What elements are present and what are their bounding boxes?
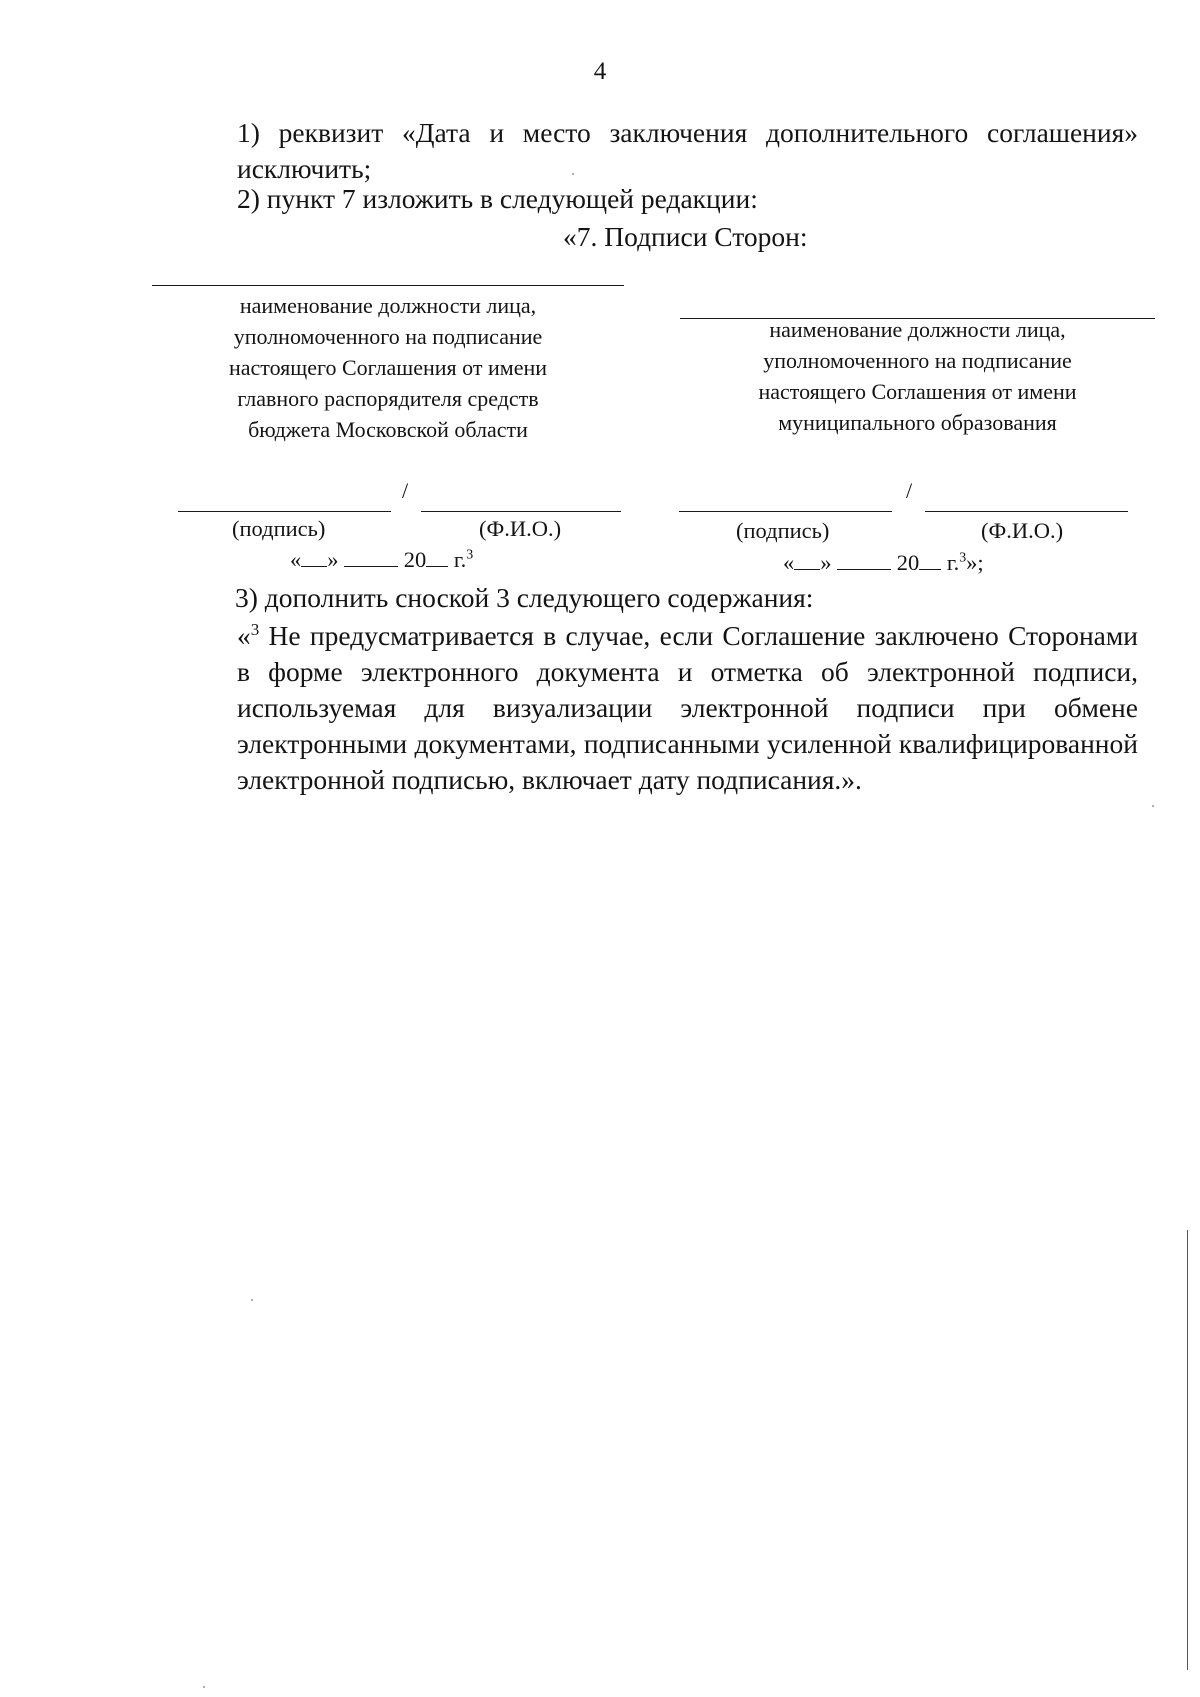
scan-speck: [1152, 805, 1154, 807]
year-blank: [919, 551, 941, 570]
right-slash: /: [906, 478, 913, 503]
footnote-open-quote: «: [237, 620, 251, 651]
left-position-line: [152, 285, 624, 286]
date-tail: »;: [966, 550, 984, 575]
caption-line: муниципального образования: [778, 410, 1057, 435]
caption-line: наименование должности лица,: [239, 293, 537, 318]
year-blank: [426, 548, 448, 567]
caption-line: главного распорядителя средств: [237, 386, 539, 411]
month-blank: [837, 551, 891, 570]
year-suffix: г.: [453, 547, 467, 572]
date-close-quote: »: [327, 547, 339, 572]
day-blank: [301, 548, 327, 567]
right-position-caption: [680, 314, 1155, 438]
footnote-paragraph: [163, 618, 1138, 798]
right-name-label: (Ф.И.О.): [981, 518, 1064, 543]
left-slash: /: [402, 478, 409, 503]
scan-speck: [203, 1686, 205, 1688]
scan-margin-line: [1187, 1230, 1188, 1670]
year-prefix: 20: [896, 550, 920, 575]
caption-line: уполномоченного на подписание: [233, 324, 543, 349]
paragraph-item-2: 2) пункт 7 изложить в следующей редакции:: [237, 183, 758, 214]
scan-speck: [572, 173, 574, 175]
paragraph-item-3: 3) дополнить сноской 3 следующего содержания:: [235, 582, 814, 613]
caption-line: уполномоченного на подписание: [763, 348, 1072, 373]
footnote-marker: 3: [250, 619, 260, 639]
left-name-line: [421, 511, 621, 512]
month-blank: [344, 548, 398, 567]
paragraph-item-1: [163, 115, 1138, 187]
left-signature-label: (подпись): [232, 516, 326, 541]
scan-speck: [251, 1299, 253, 1301]
footnote-body: [163, 618, 1138, 798]
right-signature-line: [679, 511, 892, 512]
footnote-text: Не предусматривается в случае, если Соглашение заключено Сторонами в форме электронного документа и отметка об электронной подписи, используемая для визуализации электронной подписи при обмене электронными документами, подписанными усиленной квалифицированной электронной подписью, включает дату подписания.».: [237, 620, 1138, 795]
item-1-text: 1) реквизит «Дата и место заключения дополнительного соглашения» исключить;: [237, 117, 1138, 184]
caption-line: настоящего Соглашения от имени: [758, 379, 1077, 404]
footnote-marker: 3: [466, 547, 474, 563]
caption-line: наименование должности лица,: [769, 317, 1066, 342]
page-number: 4: [593, 58, 607, 85]
left-signature-line: [178, 511, 391, 512]
right-name-line: [925, 511, 1128, 512]
left-date-line: [290, 546, 473, 574]
signatures-heading: «7. Подписи Сторон:: [563, 221, 808, 252]
footnote-marker: 3: [959, 550, 967, 566]
date-close-quote: »: [820, 550, 832, 575]
year-suffix: г.: [946, 550, 960, 575]
year-prefix: 20: [403, 547, 427, 572]
caption-line: бюджета Московской области: [248, 417, 528, 442]
day-blank: [794, 551, 820, 570]
date-open-quote: «: [783, 550, 795, 575]
right-date-line: [783, 549, 984, 577]
caption-line: настоящего Соглашения от имени: [228, 355, 548, 380]
date-open-quote: «: [290, 547, 302, 572]
right-signature-label: (подпись): [736, 518, 830, 543]
left-position-caption: [152, 290, 624, 445]
left-name-label: (Ф.И.О.): [479, 516, 562, 541]
